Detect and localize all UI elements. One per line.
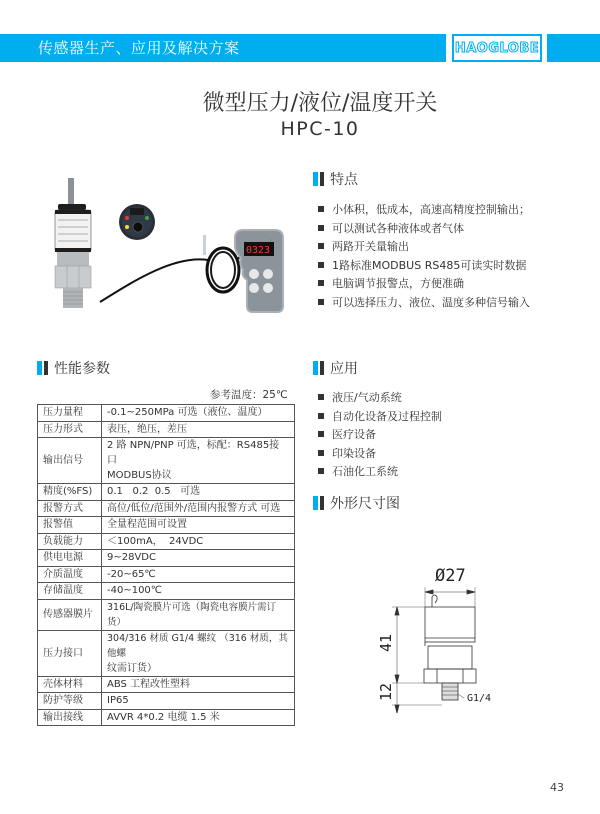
bullet-icon <box>318 206 324 212</box>
brand-logo <box>452 34 542 62</box>
table-row: 介质温度 -20~65℃ <box>38 566 295 583</box>
reference-temperature: 参考温度：25℃ <box>210 389 288 401</box>
dimension-drawing <box>360 555 510 715</box>
table-row: 供电电源 9~28VDC <box>38 550 295 567</box>
controller-display: 0323 <box>246 245 271 256</box>
bullet-icon <box>318 262 324 268</box>
thread-length-label: 12 <box>377 682 395 701</box>
bullet-icon <box>318 431 324 437</box>
product-title: 微型压力/液位/温度开关 <box>202 91 438 116</box>
bullet-icon <box>318 280 324 286</box>
logo-text: HAOGLOBE <box>454 40 540 56</box>
list-item: 石油化工系统 <box>318 462 442 481</box>
table-row: 输出接线 AVVR 4*0.2 电缆 1.5 米 <box>38 709 295 726</box>
bullet-icon <box>318 299 324 305</box>
bullet-icon <box>318 468 324 474</box>
table-row: 压力接口 304/316 材质 G1/4 螺纹 （316 材质，其他螺 纹需订货） <box>38 630 295 676</box>
section-marker-icon <box>313 172 324 186</box>
dimensions-heading-label: 外形尺寸图 <box>330 496 400 512</box>
list-item: 医疗设备 <box>318 425 442 444</box>
list-item: 自动化设备及过程控制 <box>318 407 442 426</box>
features-list <box>318 200 530 311</box>
applications-heading-label: 应用 <box>330 361 358 377</box>
applications-list <box>318 388 442 481</box>
features-heading <box>313 170 358 188</box>
table-row: 存储温度 -40~100℃ <box>38 583 295 600</box>
list-item: 两路开关量输出 <box>318 237 530 256</box>
diameter-label: Ø27 <box>435 566 466 586</box>
table-row: 报警值 全量程范围可设置 <box>38 517 295 534</box>
thread-label: G1/4 <box>467 693 492 704</box>
features-heading-label: 特点 <box>330 172 358 188</box>
list-item: 液压/气动系统 <box>318 388 442 407</box>
list-item: 小体积，低成本，高速高精度控制输出； <box>318 200 530 219</box>
header-band-tail <box>547 34 600 62</box>
spec-table <box>37 404 295 726</box>
bullet-icon <box>318 225 324 231</box>
table-row: 壳体材料 ABS 工程改性塑料 <box>38 676 295 693</box>
specs-heading <box>37 359 110 377</box>
table-row: 压力量程 -0.1~250MPa 可选（液位、温度） <box>38 405 295 422</box>
list-item: 印染设备 <box>318 444 442 463</box>
bullet-icon <box>318 394 324 400</box>
section-marker-icon <box>313 496 324 510</box>
product-illustration <box>25 160 305 325</box>
product-photo <box>25 160 305 325</box>
bullet-icon <box>318 413 324 419</box>
table-row: 报警方式 高位/低位/范围外/范围内报警方式 可选 <box>38 500 295 517</box>
specs-heading-label: 性能参数 <box>54 361 110 377</box>
dimensions-heading <box>313 494 400 512</box>
table-row: 输出信号 2 路 NPN/PNP 可选，标配：RS485接口 MODBUS协议 <box>38 438 295 484</box>
bullet-icon <box>318 243 324 249</box>
bullet-icon <box>318 450 324 456</box>
section-marker-icon <box>37 361 48 375</box>
table-row: 负载能力 ＜100mA， 24VDC <box>38 533 295 550</box>
list-item: 电脑调节报警点，方便准确 <box>318 274 530 293</box>
list-item: 可以选择压力、液位、温度多种信号输入 <box>318 293 530 312</box>
list-item: 可以测试各种液体或者气体 <box>318 219 530 238</box>
table-row: 防护等级 IP65 <box>38 693 295 710</box>
height-label: 41 <box>377 633 395 652</box>
list-item: 1路标准MODBUS RS485可读实时数据 <box>318 256 530 275</box>
page-number: 43 <box>550 781 564 794</box>
applications-heading <box>313 359 358 377</box>
section-marker-icon <box>313 361 324 375</box>
table-row: 精度(%FS) 0.1 0.2 0.5 可选 <box>38 484 295 501</box>
table-row: 压力形式 表压，绝压，差压 <box>38 421 295 438</box>
product-model: HPC-10 <box>280 118 360 140</box>
table-row: 传感器膜片 316L/陶瓷膜片可选（陶瓷电容膜片需订货） <box>38 599 295 630</box>
header-tagline: 传感器生产、应用及解决方案 <box>38 39 240 57</box>
